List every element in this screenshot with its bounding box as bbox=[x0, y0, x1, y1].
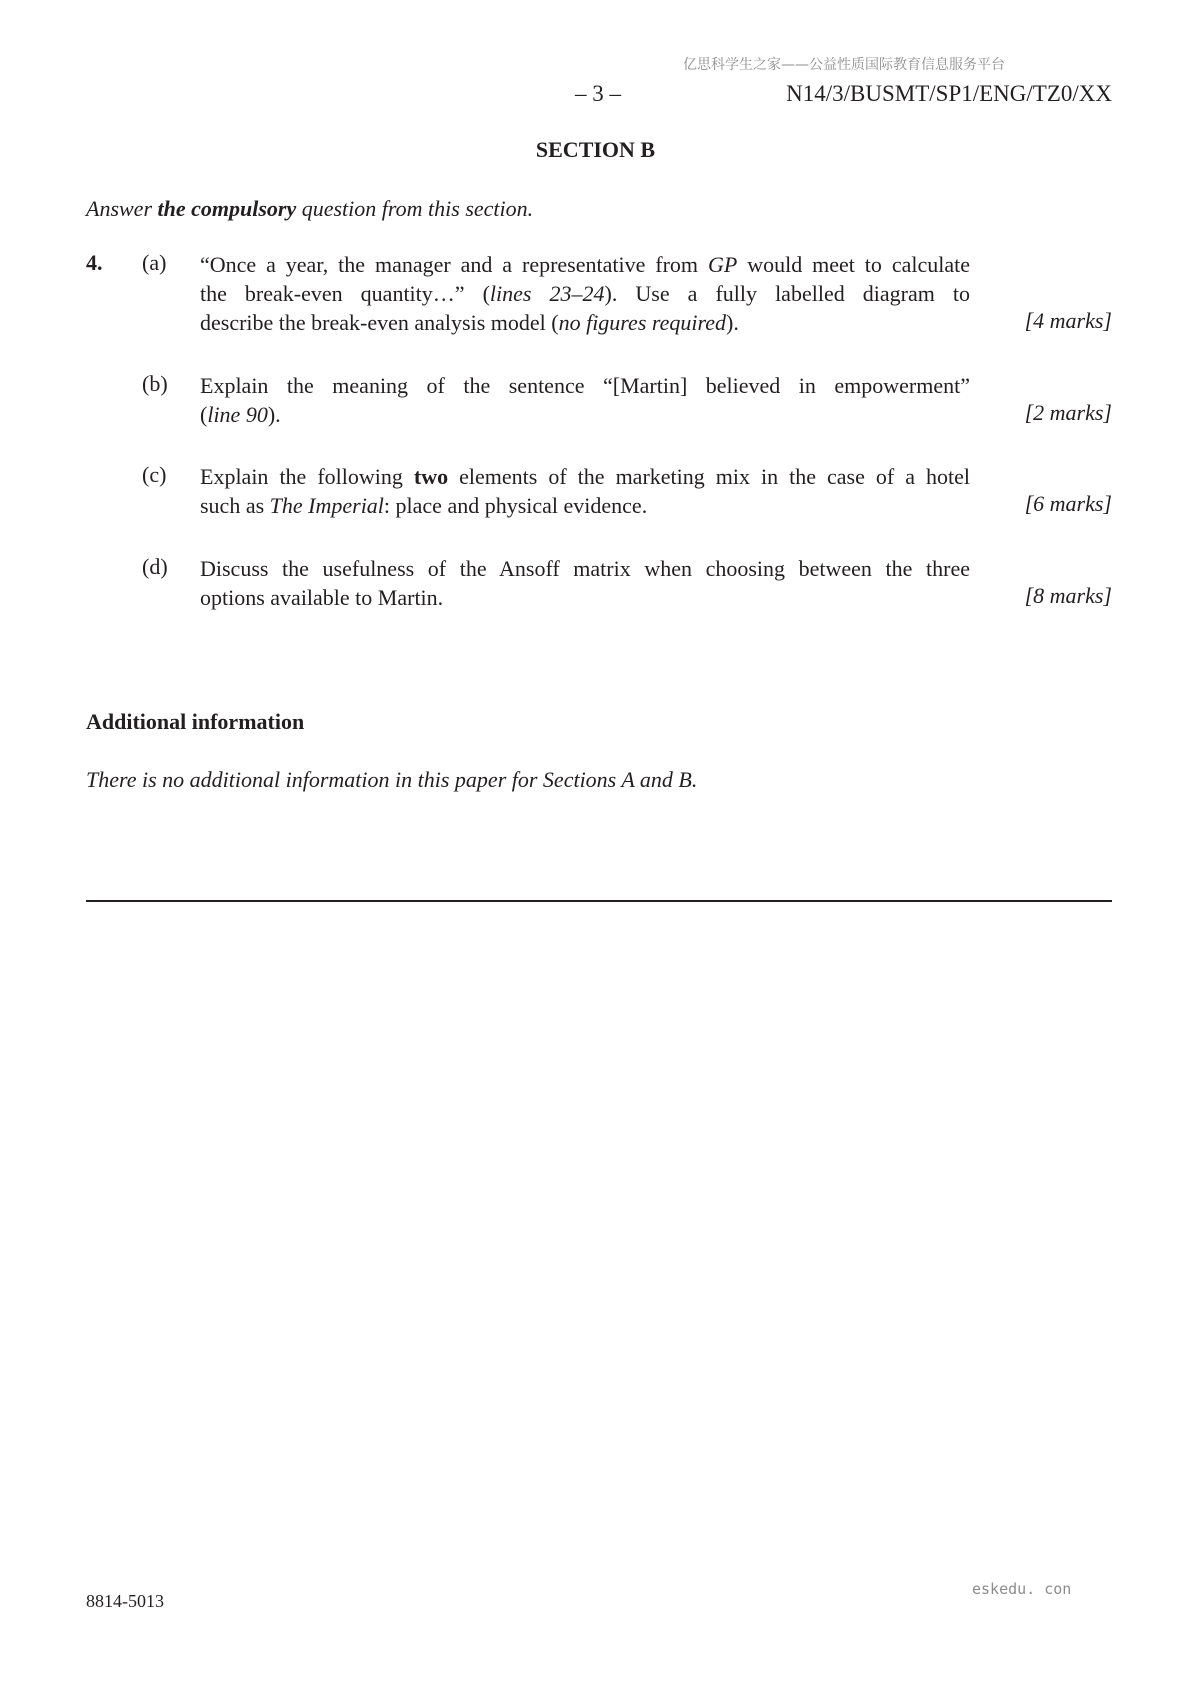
part-a-marks: [4 marks] bbox=[1024, 308, 1112, 333]
part-c-letter: (c) bbox=[142, 462, 167, 487]
watermark-bottom: eskedu. con bbox=[972, 1580, 1072, 1598]
horizontal-rule bbox=[86, 900, 1112, 902]
part-c-text: Explain the following two elements of the marketing mix in the case of a hotel such as The Imperial: place and physical evidence. bbox=[200, 464, 970, 518]
instruction-emphasis: the compulsory bbox=[157, 196, 297, 221]
additional-info-text: There is no additional information in this paper for Sections A and B. bbox=[86, 767, 698, 792]
footer-code: 8814-5013 bbox=[86, 1591, 164, 1611]
part-b-marks: [2 marks] bbox=[1024, 400, 1112, 425]
page-number: – 3 – bbox=[575, 81, 621, 106]
additional-info-heading: Additional information bbox=[86, 709, 305, 734]
paper-code: N14/3/BUSMT/SP1/ENG/TZ0/XX bbox=[786, 81, 1112, 106]
section-title: SECTION B bbox=[535, 137, 656, 162]
question-number: 4. bbox=[86, 250, 103, 275]
part-d-letter: (d) bbox=[142, 554, 168, 579]
part-b-letter: (b) bbox=[142, 371, 168, 396]
part-b-text: Explain the meaning of the sentence “[Martin] believed in empowerment” (line 90). bbox=[200, 373, 970, 427]
watermark-top: 亿思科学生之家——公益性质国际教育信息服务平台 bbox=[683, 57, 1005, 73]
part-a-letter: (a) bbox=[142, 250, 167, 275]
part-d-marks: [8 marks] bbox=[1024, 583, 1112, 608]
part-c-marks: [6 marks] bbox=[1024, 491, 1112, 516]
part-d-text: Discuss the usefulness of the Ansoff matrix when choosing between the three options available to Martin. bbox=[200, 556, 970, 610]
part-a-text: “Once a year, the manager and a representative from GP would meet to calculate the break-even quantity…” (lines 23–24). Use a fully labelled diagram to describe the break-even analysis model (no figures required). bbox=[200, 252, 970, 335]
section-instruction: Answer the compulsory question from this section. bbox=[86, 196, 534, 221]
